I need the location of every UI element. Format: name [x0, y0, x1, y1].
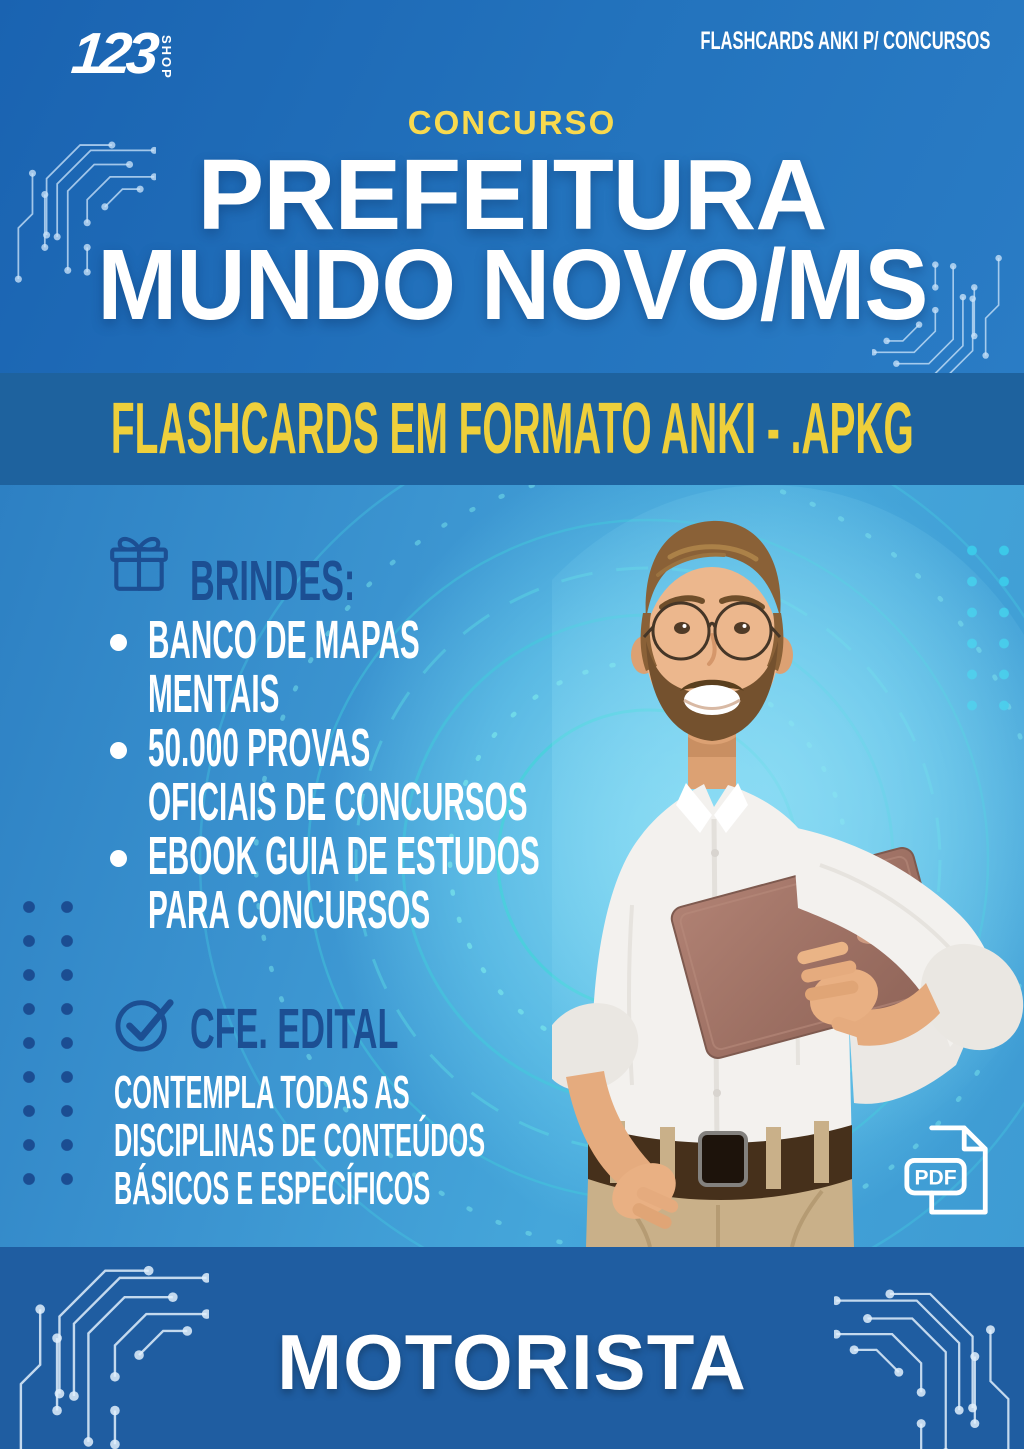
format-banner-label: FLASHCARDS EM FORMATO ANKI - .APKG [110, 389, 914, 469]
brand-logo-number: 123 [68, 21, 158, 86]
pdf-badge-label: PDF [914, 1166, 957, 1190]
edital-heading-wrap [190, 996, 537, 1062]
brand-logo [68, 20, 174, 87]
edital-description-line: BÁSICOS E ESPECÍFICOS [114, 1161, 431, 1214]
check-circle-icon [114, 993, 178, 1053]
edital-description-line: CONTEMPLA TODAS AS [114, 1066, 410, 1118]
title-line-1: PREFEITURA [197, 139, 827, 251]
gift-icon [106, 531, 172, 597]
benefits-list [110, 610, 860, 940]
benefit-text [148, 610, 642, 724]
benefit-text [148, 826, 860, 940]
benefit-line: BANCO DE MAPAS [148, 610, 420, 670]
circuit-trace-decoration [872, 250, 1010, 388]
pdf-file-icon [903, 1122, 991, 1218]
brindes-heading-wrap [190, 548, 466, 614]
format-banner [0, 373, 1024, 485]
bullet-marker [110, 634, 127, 651]
benefit-text [148, 718, 838, 832]
benefit-item [110, 610, 860, 724]
main-section [0, 485, 1024, 1247]
benefit-line: PARA CONCURSOS [148, 880, 431, 940]
circuit-trace-decoration [834, 1285, 1024, 1449]
benefit-line: MENTAIS [148, 664, 280, 724]
circuit-trace-decoration [6, 138, 156, 288]
benefit-line: EBOOK GUIA DE ESTUDOS [148, 826, 540, 886]
benefit-line: 50.000 PROVAS [148, 718, 371, 778]
circuit-trace-decoration [4, 1261, 209, 1449]
dot-grid-left [10, 890, 86, 1200]
top-tagline-text: FLASHCARDS ANKI P/ CONCURSOS [700, 27, 990, 55]
benefit-line: OFICIAIS DE CONCURSOS [148, 772, 528, 832]
kicker-label: CONCURSO [407, 104, 617, 141]
edital-heading: CFE. EDITAL [190, 997, 399, 1061]
brand-logo-caption: SHOP [158, 35, 174, 80]
top-tagline [390, 27, 990, 56]
brindes-heading: BRINDES: [190, 549, 356, 613]
benefit-item [110, 826, 860, 940]
footer-banner [0, 1247, 1024, 1449]
bullet-marker [110, 742, 127, 759]
bullet-marker [110, 850, 127, 867]
benefit-item [110, 718, 860, 832]
header-section [0, 0, 1024, 373]
role-title: MOTORISTA [277, 1317, 747, 1406]
title-line-2: MUNDO NOVO/MS [96, 229, 928, 341]
edital-description [114, 1066, 789, 1214]
edital-description-line: DISCIPLINAS DE CONTEÚDOS [114, 1113, 486, 1166]
